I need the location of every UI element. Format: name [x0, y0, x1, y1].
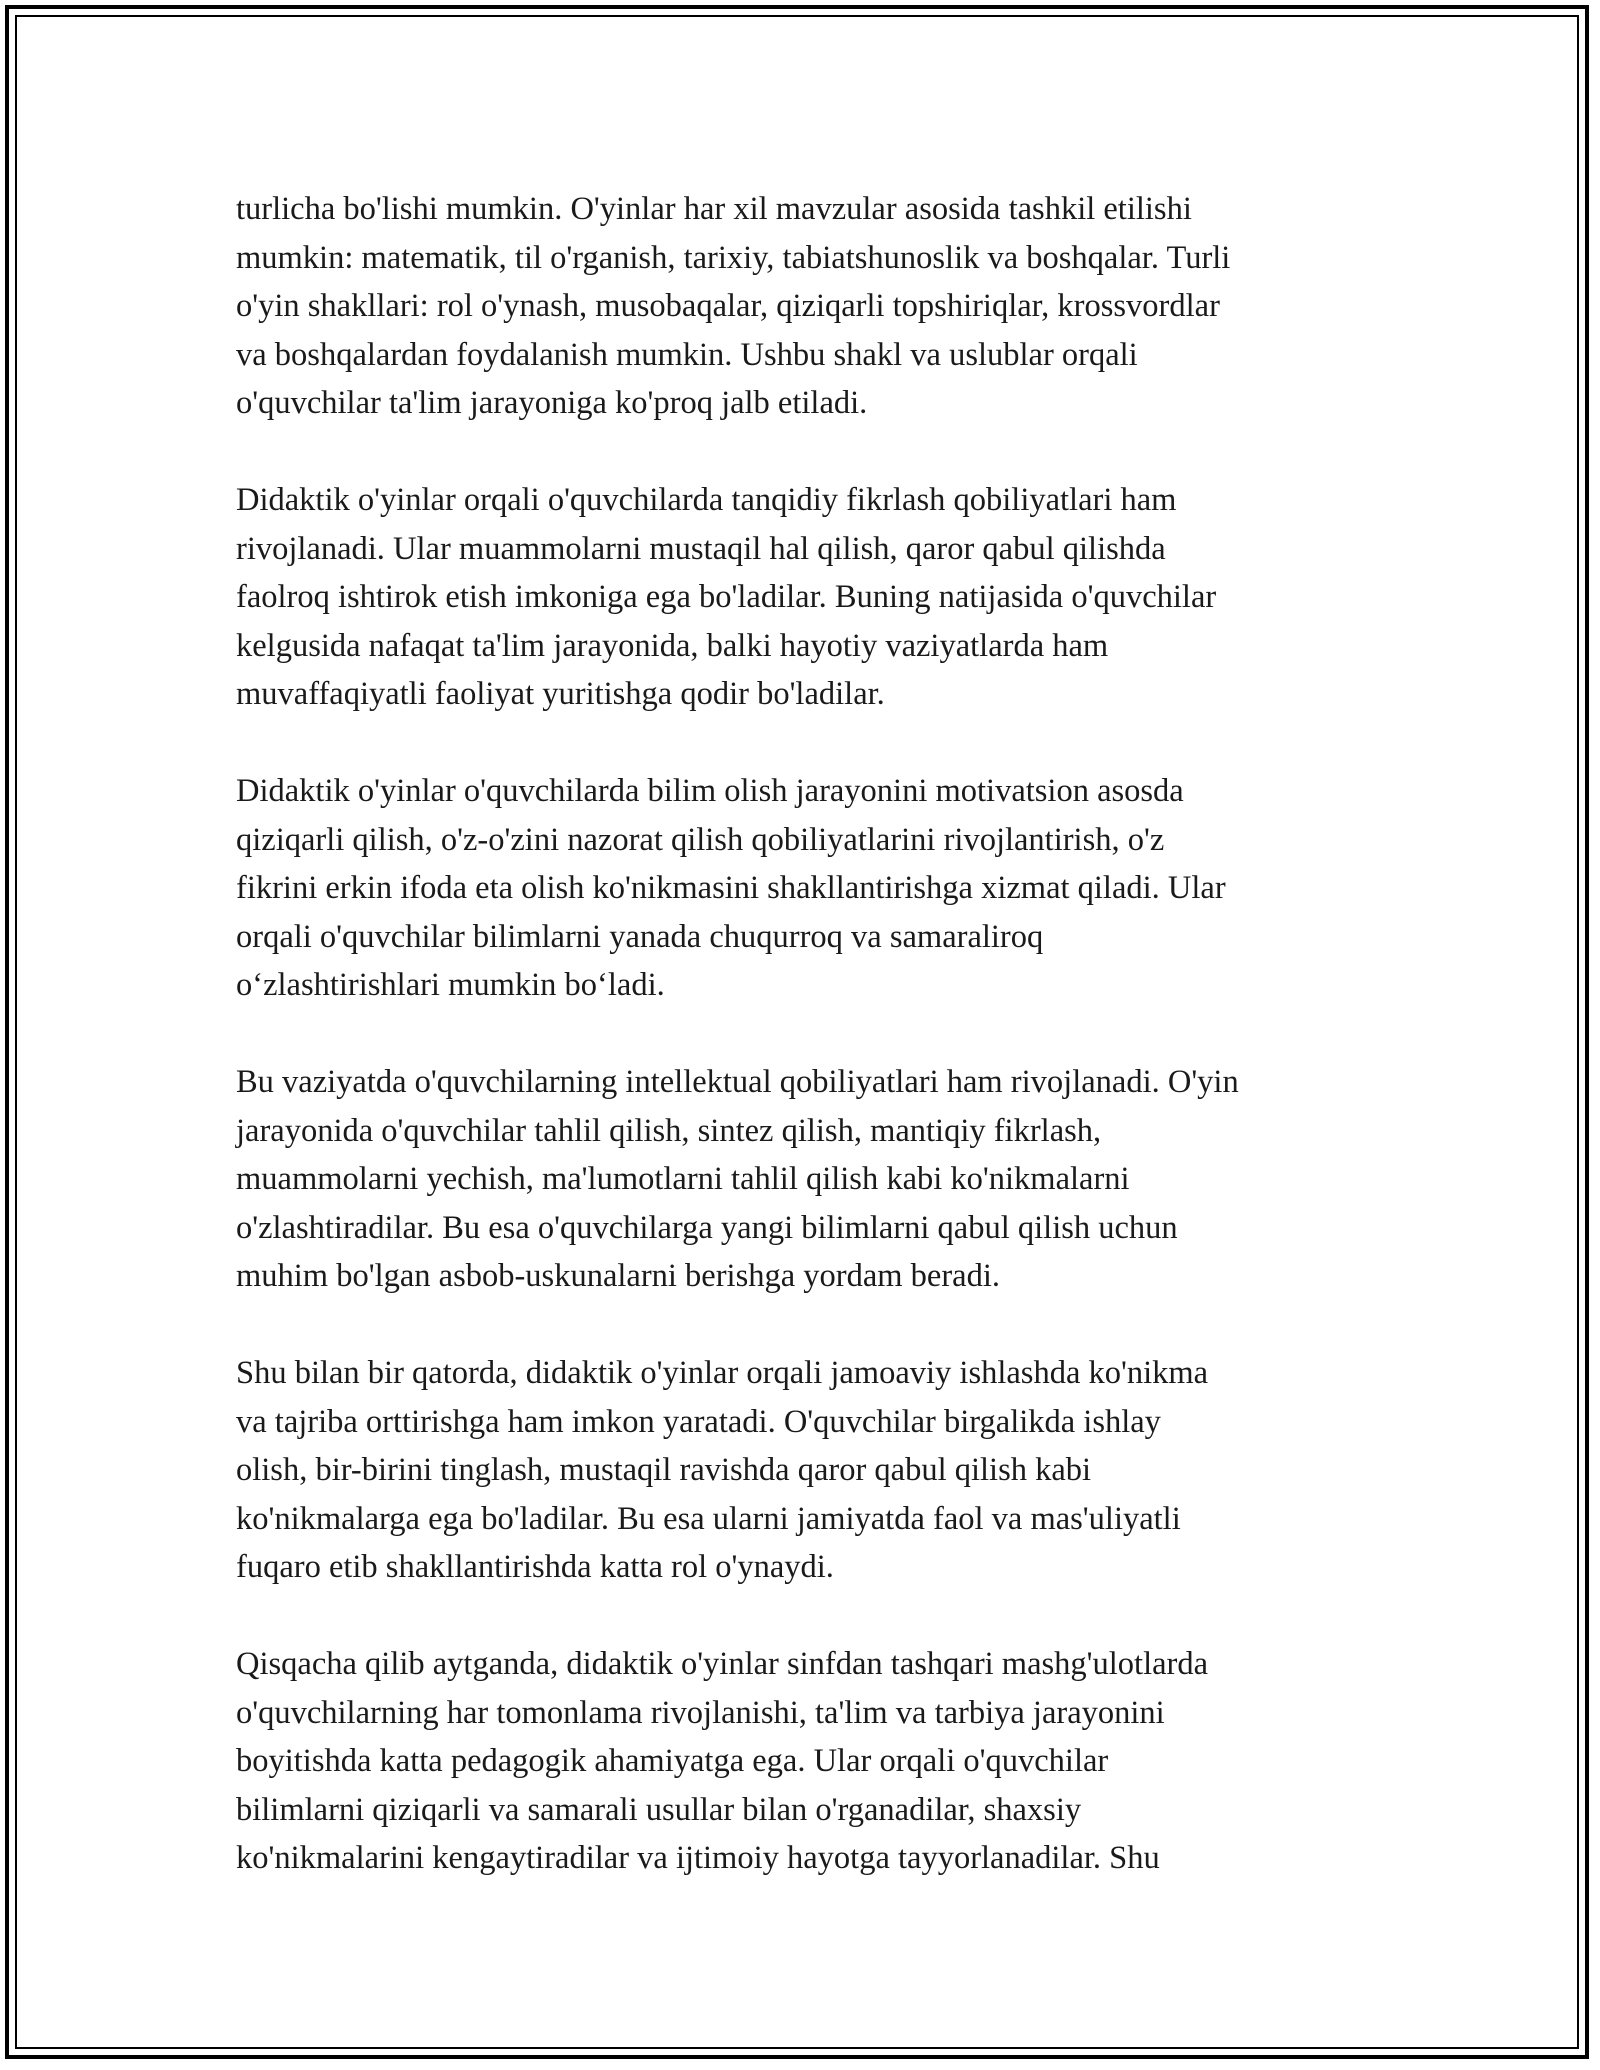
- paragraph-6: [236, 1640, 1386, 1883]
- text-line: Bu vaziyatda o'quvchilarning intellektual qobiliyatlari ham rivojlanadi. O'yin: [236, 1064, 1239, 1100]
- text-line: o'quvchilarning har tomonlama rivojlanishi, ta'lim va tarbiya jarayonini: [236, 1694, 1165, 1731]
- text-line: muvaffaqiyatli faoliyat yuritishga qodir bo'ladilar.: [236, 676, 885, 712]
- text-line: olish, bir-birini tinglash, mustaqil ravishda qaror qabul qilish kabi: [236, 1452, 1092, 1488]
- paragraph-2: [236, 476, 1386, 719]
- text-line: fuqaro etib shakllantirishda katta rol o'ynaydi.: [236, 1549, 834, 1585]
- text-line: orqali o'quvchilar bilimlarni yanada chuqurroq va samaraliroq: [236, 918, 1044, 955]
- text-line: boyitishda katta pedagogik ahamiyatga ega. Ular orqali o'quvchilar: [236, 1743, 1109, 1779]
- text-line: mumkin: matematik, til o'rganish, tarixiy, tabiatshunoslik va boshqalar. Turli: [236, 239, 1231, 276]
- text-line: o‘zlashtirishlari mumkin bo‘ladi.: [236, 967, 665, 1003]
- text-line: Didaktik o'yinlar orqali o'quvchilarda tanqidiy fikrlash qobiliyatlari ham: [236, 482, 1177, 518]
- text-line: ko'nikmalarini kengaytiradilar va ijtimoiy hayotga tayyorlanadilar. Shu: [236, 1840, 1160, 1876]
- text-line: muammolarni yechish, ma'lumotlarni tahlil qilish kabi ko'nikmalarni: [236, 1161, 1130, 1197]
- text-line: jarayonida o'quvchilar tahlil qilish, sintez qilish, mantiqiy fikrlash,: [236, 1112, 1102, 1149]
- text-line: o'zlashtiradilar. Bu esa o'quvchilarga yangi bilimlarni qabul qilish uchun: [236, 1209, 1178, 1246]
- text-line: Qisqacha qilib aytganda, didaktik o'yinlar sinfdan tashqari mashg'ulotlarda: [236, 1646, 1209, 1682]
- paragraph-4: [236, 1058, 1386, 1301]
- text-line: ko'nikmalarga ega bo'ladilar. Bu esa ularni jamiyatda faol va mas'uliyatli: [236, 1500, 1181, 1537]
- text-line: o'quvchilar ta'lim jarayoniga ko'proq jalb etiladi.: [236, 385, 868, 421]
- text-line: kelgusida nafaqat ta'lim jarayonida, balki hayotiy vaziyatlarda ham: [236, 627, 1109, 664]
- text-line: o'yin shakllari: rol o'ynash, musobaqalar, qiziqarli topshiriqlar, krossvordlar: [236, 288, 1220, 324]
- paragraph-1: [236, 185, 1386, 428]
- text-line: Shu bilan bir qatorda, didaktik o'yinlar orqali jamoaviy ishlashda ko'nikma: [236, 1355, 1209, 1391]
- text-line: muhim bo'lgan asbob-uskunalarni berishga yordam beradi.: [236, 1258, 1001, 1294]
- text-line: va tajriba orttirishga ham imkon yaratadi. O'quvchilar birgalikda ishlay: [236, 1403, 1161, 1440]
- text-line: bilimlarni qiziqarli va samarali usullar bilan o'rganadilar, shaxsiy: [236, 1791, 1082, 1828]
- text-line: turlicha bo'lishi mumkin. O'yinlar har xil mavzular asosida tashkil etilishi: [236, 191, 1192, 227]
- text-line: qiziqarli qilish, o'z-o'zini nazorat qilish qobiliyatlarini rivojlantirish, o'z: [236, 821, 1165, 858]
- paragraph-5: [236, 1349, 1386, 1592]
- text-line: va boshqalardan foydalanish mumkin. Ushbu shakl va uslublar orqali: [236, 336, 1138, 373]
- text-line: faolroq ishtirok etish imkoniga ega bo'ladilar. Buning natijasida o'quvchilar: [236, 579, 1217, 615]
- text-line: rivojlanadi. Ular muammolarni mustaqil hal qilish, qaror qabul qilishda: [236, 530, 1166, 567]
- text-line: fikrini erkin ifoda eta olish ko'nikmasini shakllantirishga xizmat qiladi. Ular: [236, 870, 1226, 906]
- paragraph-3: [236, 767, 1386, 1010]
- document-body: [236, 185, 1386, 1931]
- text-line: Didaktik o'yinlar o'quvchilarda bilim olish jarayonini motivatsion asosda: [236, 773, 1184, 809]
